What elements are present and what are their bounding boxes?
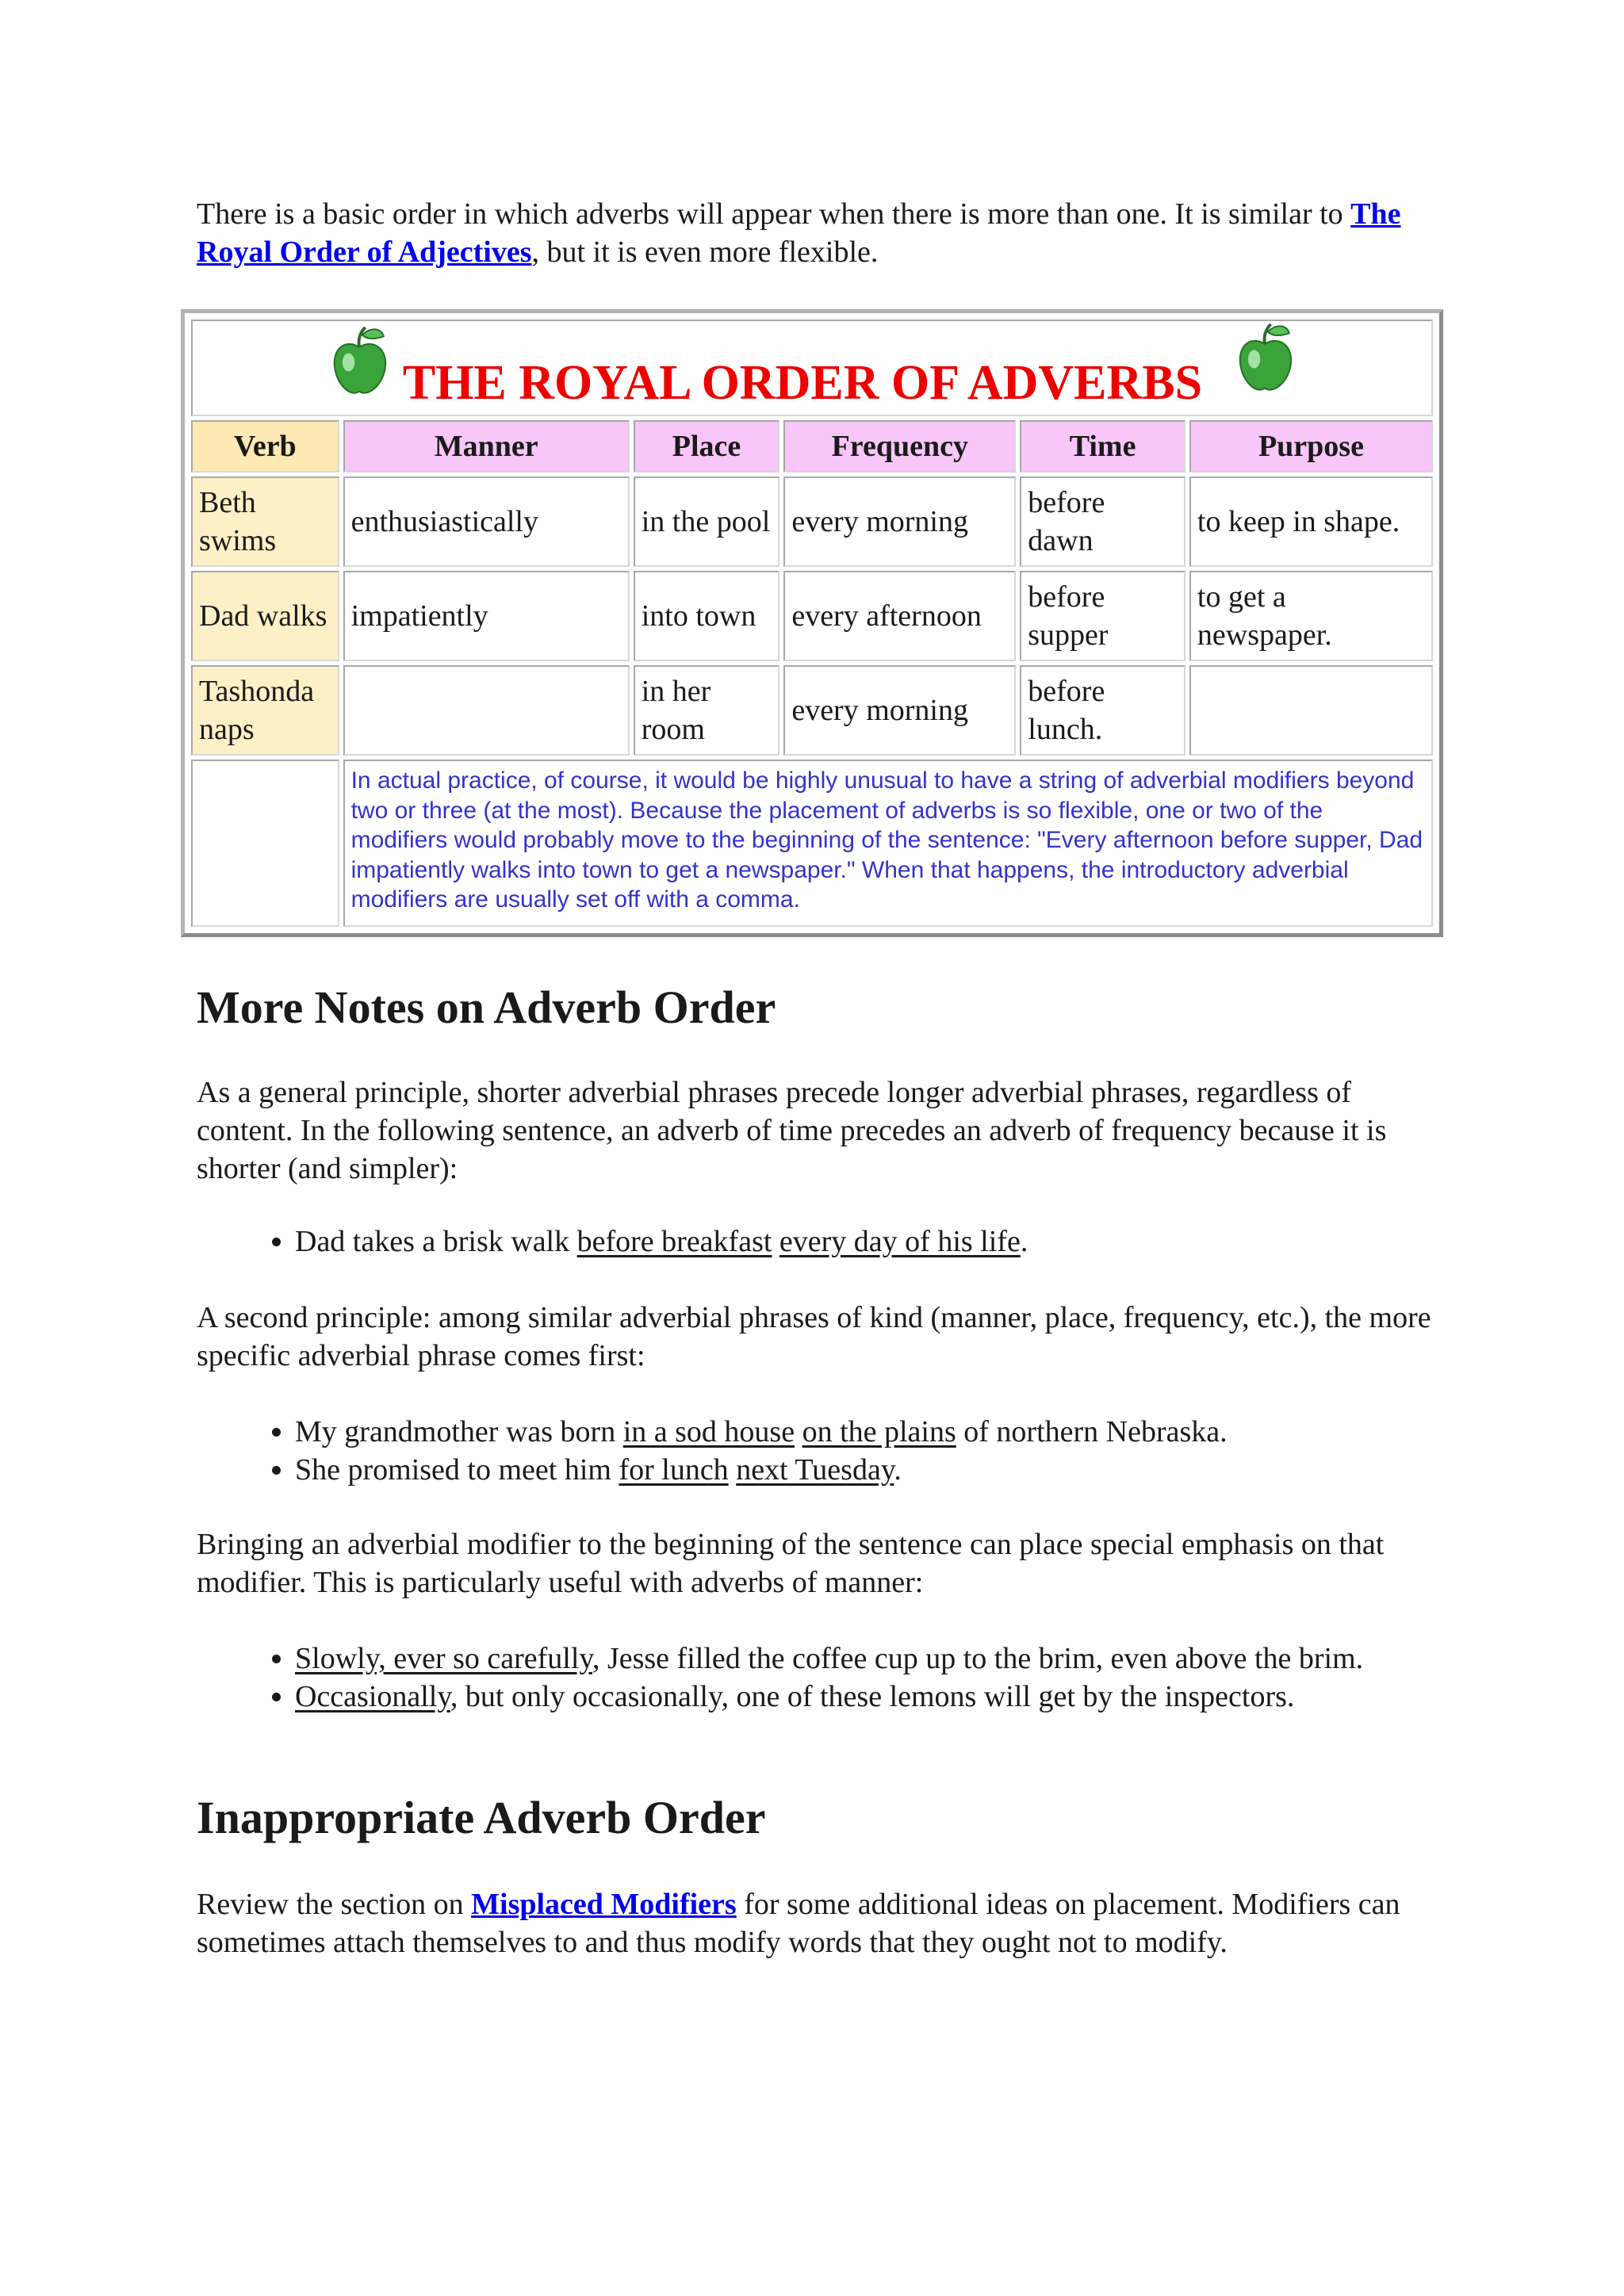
example-text xyxy=(795,1415,802,1448)
note-empty-cell xyxy=(191,760,339,927)
paragraph-text: Bringing an adverbial modifier to the beginning of the sentence can place special emphasis on that modifier. This is particularly useful with adverbs of manner: xyxy=(197,1528,1385,1599)
cell-place: into town xyxy=(634,571,780,661)
table-row xyxy=(191,571,1433,661)
more-notes-heading: More Notes on Adverb Order xyxy=(197,982,776,1033)
cell-place: in the pool xyxy=(634,476,780,567)
text-before: Review the section on xyxy=(197,1888,472,1921)
paragraph-text: A second principle: among similar adverbial phrases of kind (manner, place, frequency, etc.), the more specific adverbial phrase comes first: xyxy=(197,1301,1431,1372)
example-list-2 xyxy=(197,1413,1434,1489)
text-after: for some additional ideas on placement. Modifiers can sometimes attach themselves to and thus modify words that they ought not to modify. xyxy=(197,1888,1400,1959)
cell-verb: Beth swims xyxy=(191,476,339,567)
header-manner: Manner xyxy=(343,420,630,473)
underlined-phrase: Occasionally xyxy=(295,1680,450,1713)
underlined-phrase: next Tuesday xyxy=(736,1453,894,1487)
list-item xyxy=(295,1640,1434,1678)
cell-frequency: every morning xyxy=(783,665,1016,756)
cell-manner: enthusiastically xyxy=(343,476,630,567)
example-text: , but only occasionally, one of these lemons will get by the inspectors. xyxy=(450,1680,1295,1713)
header-place: Place xyxy=(634,420,780,473)
list-item xyxy=(295,1223,1434,1261)
royal-order-adjectives-link[interactable]: The Royal Order of Adjectives xyxy=(197,197,1401,269)
cell-time: before lunch. xyxy=(1020,665,1185,756)
example-list-3 xyxy=(197,1640,1434,1716)
more-notes-p1 xyxy=(197,1073,1434,1188)
underlined-phrase: every day of his life xyxy=(779,1225,1021,1258)
inappropriate-heading: Inappropriate Adverb Order xyxy=(197,1792,766,1843)
green-apple-icon xyxy=(328,324,390,400)
underlined-phrase: in a sod house xyxy=(622,1415,795,1448)
header-verb: Verb xyxy=(191,420,339,473)
cell-manner: impatiently xyxy=(343,571,630,661)
misplaced-modifiers-link[interactable]: Misplaced Modifiers xyxy=(471,1888,737,1921)
example-text xyxy=(729,1453,737,1487)
example-text: , Jesse filled the coffee cup up to the brim, even above the brim. xyxy=(592,1642,1364,1675)
table-row xyxy=(191,665,1433,756)
table-row xyxy=(191,476,1433,567)
example-text: Dad takes a brisk walk xyxy=(295,1225,577,1258)
cell-manner xyxy=(343,665,630,756)
list-item xyxy=(295,1413,1434,1451)
underlined-phrase: on the plains xyxy=(802,1415,956,1448)
cell-purpose: to keep in shape. xyxy=(1189,476,1433,567)
example-text: She promised to meet him xyxy=(295,1453,619,1487)
header-frequency: Frequency xyxy=(783,420,1016,473)
intro-text-after: , but it is even more flexible. xyxy=(531,235,879,269)
example-text xyxy=(772,1225,779,1258)
intro-paragraph xyxy=(197,195,1434,271)
underlined-phrase: before breakfast xyxy=(576,1225,772,1258)
example-list-1 xyxy=(197,1223,1434,1261)
cell-time: before dawn xyxy=(1020,476,1185,567)
paragraph-text: As a general principle, shorter adverbial phrases precede longer adverbial phrases, regardless of content. In the following sentence, an adverb of time precedes an adverb of frequency because it is shorter (and simpler): xyxy=(197,1076,1387,1185)
more-notes-p3 xyxy=(197,1525,1434,1601)
cell-frequency: every morning xyxy=(783,476,1016,567)
more-notes-p2 xyxy=(197,1299,1434,1375)
example-text: My grandmother was born xyxy=(295,1415,623,1448)
cell-verb: Tashonda naps xyxy=(191,665,339,756)
intro-text xyxy=(197,195,1434,271)
list-item xyxy=(295,1451,1434,1489)
example-text: . xyxy=(894,1453,902,1487)
green-apple-icon xyxy=(1234,321,1296,397)
royal-order-table-frame xyxy=(181,309,1443,937)
example-text: of northern Nebraska. xyxy=(956,1415,1228,1448)
underlined-phrase: Slowly, ever so carefully xyxy=(295,1642,592,1675)
table-title: THE ROYAL ORDER OF ADVERBS xyxy=(402,356,1203,410)
underlined-phrase: for lunch xyxy=(619,1453,729,1487)
paragraph-text xyxy=(197,1885,1434,1961)
cell-verb: Dad walks xyxy=(191,571,339,661)
table-title-cell xyxy=(191,320,1433,416)
cell-purpose xyxy=(1189,665,1433,756)
cell-purpose: to get a newspaper. xyxy=(1189,571,1433,661)
cell-place: in her room xyxy=(634,665,780,756)
header-purpose: Purpose xyxy=(1189,420,1433,473)
cell-time: before supper xyxy=(1020,571,1185,661)
royal-order-table xyxy=(187,316,1437,931)
header-time: Time xyxy=(1020,420,1185,473)
example-text: . xyxy=(1020,1225,1028,1258)
table-note-row xyxy=(191,760,1433,927)
table-note: In actual practice, of course, it would be highly unusual to have a string of adverbial modifiers beyond two or three (at the most). Because the placement of adverbs is so flexible, one or two of the modifiers would probably move to the beginning of the sentence: "Every afternoon before supper, Dad impatiently walks into town to get a newspaper." When that happens, the introductory adverbial modifiers are usually set off with a comma. xyxy=(343,760,1433,927)
cell-frequency: every afternoon xyxy=(783,571,1016,661)
intro-text-before: There is a basic order in which adverbs will appear when there is more than one. It is similar to xyxy=(197,197,1351,231)
list-item xyxy=(295,1678,1434,1716)
inappropriate-paragraph xyxy=(197,1885,1434,1961)
